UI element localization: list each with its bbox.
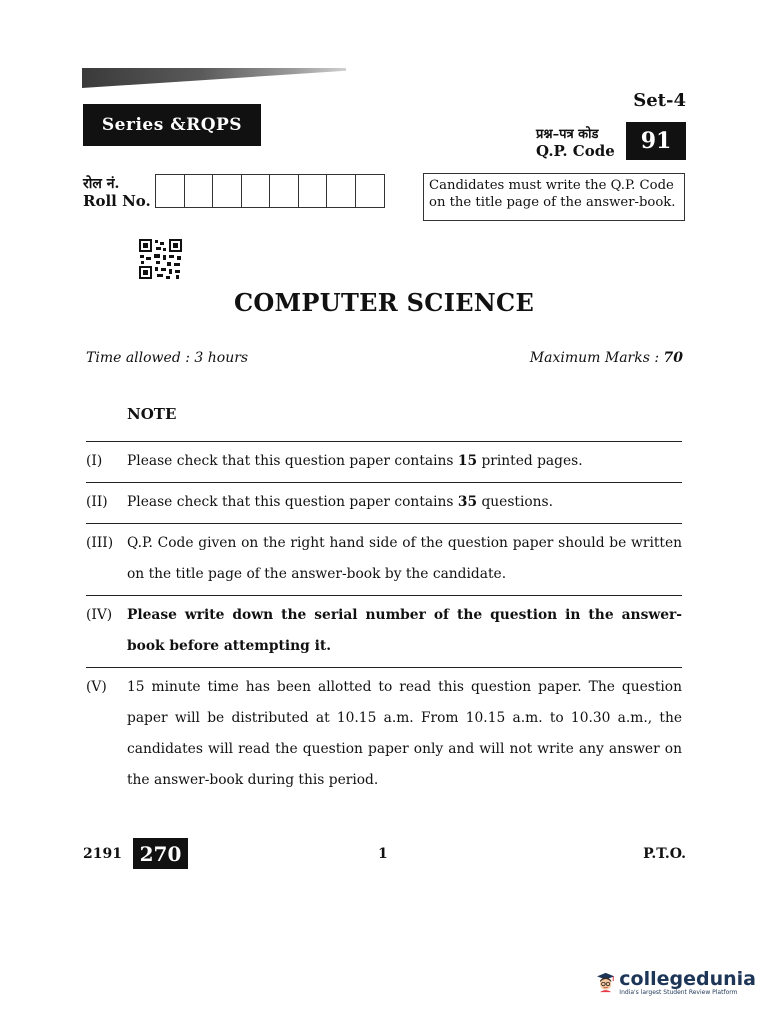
note-item xyxy=(86,667,682,801)
roll-number-grid xyxy=(155,174,385,208)
note-count: 35 xyxy=(457,494,478,510)
qp-code-value: 91 xyxy=(640,128,672,154)
collegedunia-watermark[interactable] xyxy=(596,960,756,1004)
page-title: COMPUTER SCIENCE xyxy=(233,288,535,317)
note-number: (III) xyxy=(86,535,114,551)
series-badge xyxy=(83,104,261,146)
note-text-part: Please check that this question paper contains xyxy=(127,453,458,469)
roll-number-cell[interactable] xyxy=(327,175,356,207)
note-text-part: printed pages. xyxy=(477,453,583,469)
time-allowed: Time allowed : 3 hours xyxy=(86,350,249,366)
note-text: 15 minute time has been allotted to read this question paper. The question paper will be distributed at 10.15 a.m. From 10.15 a.m. to 10.30 a.m., the candidates will read the question paper only and will not write any answer on the answer-book during this period. xyxy=(127,679,682,788)
qr-code-icon xyxy=(138,238,183,280)
candidates-instruction-text: Candidates must write the Q.P. Code on the title page of the answer-book. xyxy=(429,178,676,210)
note-text xyxy=(127,487,682,518)
note-item xyxy=(86,482,682,523)
footer-badge-value: 270 xyxy=(139,841,182,866)
note-text: Please write down the serial number of the question in the answer-book before attempting it. xyxy=(127,607,682,654)
series-label: Series &RQPS xyxy=(101,115,243,135)
pto-label: P.T.O. xyxy=(643,846,686,862)
roll-number-cell[interactable] xyxy=(213,175,242,207)
note-number: (V) xyxy=(86,679,107,695)
note-list xyxy=(86,441,682,801)
footer-badge xyxy=(133,838,188,869)
watermark-brand: collegedunia xyxy=(619,967,756,990)
qp-code-hindi-label: प्रश्न–पत्र कोड xyxy=(536,127,599,142)
note-number: (II) xyxy=(86,494,108,510)
qp-code-label: Q.P. Code xyxy=(536,142,615,160)
roll-no-hindi-label: रोल नं. xyxy=(83,176,120,192)
roll-number-cell[interactable] xyxy=(185,175,214,207)
roll-number-cell[interactable] xyxy=(156,175,185,207)
set-label: Set-4 xyxy=(633,90,686,111)
candidates-instruction-box xyxy=(423,173,685,221)
note-item xyxy=(86,595,682,667)
note-text-part: questions. xyxy=(477,494,554,510)
note-text-part: Please check that this question paper contains xyxy=(127,494,458,510)
student-mascot-icon xyxy=(596,962,615,1002)
note-item xyxy=(86,441,682,482)
watermark-tagline: India's largest Student Review Platform xyxy=(619,988,738,996)
note-heading: NOTE xyxy=(127,405,177,423)
note-text xyxy=(127,446,682,477)
note-item xyxy=(86,523,682,595)
page-number: 1 xyxy=(378,846,388,862)
maximum-marks xyxy=(530,350,683,366)
note-number: (I) xyxy=(86,453,103,469)
roll-number-cell[interactable] xyxy=(299,175,328,207)
roll-number-cell[interactable] xyxy=(242,175,271,207)
note-count: 15 xyxy=(457,453,478,469)
max-marks-label: Maximum Marks : xyxy=(529,350,664,366)
watermark-text xyxy=(619,969,756,996)
note-text: Q.P. Code given on the right hand side of the question paper should be written on the title page of the answer-book by the candidate. xyxy=(127,535,682,582)
footer-code: 2191 xyxy=(83,846,122,862)
roll-number-cell[interactable] xyxy=(356,175,385,207)
header-decorative-bar xyxy=(82,68,346,88)
max-marks-value: 70 xyxy=(663,350,683,366)
qp-code-badge xyxy=(626,122,686,160)
roll-number-cell[interactable] xyxy=(270,175,299,207)
note-number: (IV) xyxy=(86,607,113,623)
roll-no-label: Roll No. xyxy=(83,192,151,210)
